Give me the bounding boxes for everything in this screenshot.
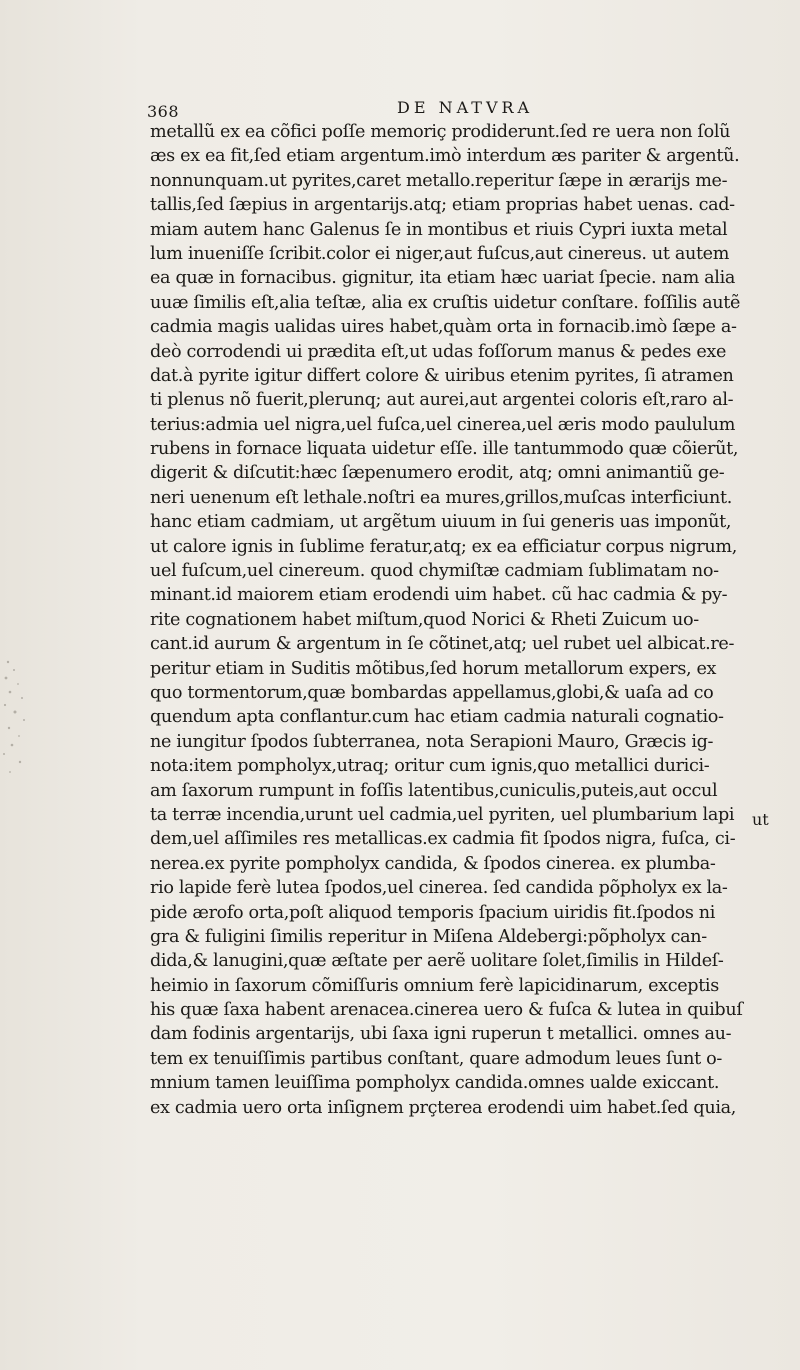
text-line: nerea.ex pyrite pompholyx candida, & ſpodos cinerea. ex plumba- — [150, 853, 716, 874]
text-line: nota:item pompholyx,utraq; oritur cum ignis,quo metallici durici- — [150, 756, 710, 777]
text-line: ta terræ incendia,urunt uel cadmia,uel pyriten, uel plumbarium lapi — [150, 804, 735, 825]
text-line: uel fuſcum,uel cinereum. quod chymiſtæ cadmiam ſublimatam no- — [150, 561, 719, 582]
text-line: gra & fuligini ſimilis reperitur in Miſena Aldebergi:põpholyx can- — [150, 926, 707, 947]
text-line: deò corrodendi ui prædita eſt,ut udas foſſorum manus & pedes exe — [150, 341, 727, 362]
text-line: lum inueniſſe ſcribit.color ei niger,aut fuſcus,aut cinereus. ut autem — [150, 243, 730, 264]
text-line: ut calore ignis in ſublime feratur,atq; ex ea efficiatur corpus nigrum, — [150, 536, 737, 557]
text-line: cadmia magis ualidas uires habet,quàm orta in fornacib.imò ſæpe a- — [150, 317, 737, 338]
text-line: dam fodinis argentarijs, ubi ſaxa igni ruperun t metallici. omnes au- — [150, 1024, 732, 1045]
text-line: ne iungitur ſpodos ſubterranea, nota Serapioni Mauro, Græcis ig- — [150, 731, 714, 752]
text-line: dida,& lanugini,quæ æſtate per aerẽ uolitare ſolet,ſimilis in Hildeſ- — [150, 951, 724, 972]
text-line: tallis,ſed ſæpius in argentarijs.atq; etiam proprias habet uenas. cad- — [150, 195, 735, 216]
text-line: nonnunquam.ut pyrites,caret metallo.reperitur ſæpe in ærarijs me- — [150, 170, 728, 191]
text-line: peritur etiam in Suditis mõtibus,ſed horum metallorum expers, ex — [150, 658, 717, 679]
text-line: rio lapide ferè lutea ſpodos,uel cinerea. ſed candida põpholyx ex la- — [150, 878, 728, 899]
text-line: cant.id aurum & argentum in ſe cõtinet,atq; uel rubet uel albicat.re- — [150, 634, 735, 655]
text-line: mnium tamen leuiſſima pompholyx candida.omnes ualde exiccant. — [150, 1073, 720, 1094]
running-head: DE NATVRA — [397, 98, 534, 117]
catchword: ut — [752, 810, 769, 829]
text-line: tem ex tenuiſſimis partibus conſtant, quare admodum leues ſunt o- — [150, 1048, 722, 1069]
text-line: æs ex ea fit,ſed etiam argentum.imò interdum æs pariter & argentũ. — [150, 146, 740, 167]
text-line: hanc etiam cadmiam, ut argẽtum uiuum in ſui generis uas imponũt, — [150, 512, 732, 533]
text-line: uuæ ſimilis eſt,alia teſtæ, alia ex cruſtis uidetur conſtare. foſſilis autẽ — [150, 292, 741, 313]
body-text — [150, 120, 790, 1120]
text-line: terius:admia uel nigra,uel fuſca,uel cinerea,uel æris modo paululum — [150, 414, 736, 435]
margin-stain — [0, 650, 30, 800]
text-line: quendum apta conflantur.cum hac etiam cadmia naturali cognatio- — [150, 707, 724, 728]
text-line: digerit & diſcutit:hæc ſæpenumero erodit, atq; omni animantiũ ge- — [150, 463, 725, 484]
text-line: quo tormentorum,quæ bombardas appellamus,globi,& uaſa ad co — [150, 682, 714, 703]
page-number: 368 — [147, 102, 180, 121]
text-line: minant.id maiorem etiam erodendi uim habet. cũ hac cadmia & py- — [150, 585, 728, 606]
text-line: neri uenenum eſt lethale.noſtri ea mures,grillos,muſcas interficiunt. — [150, 487, 732, 508]
text-line: pide ærofo orta,poſt aliquod temporis ſpacium uiridis fit.ſpodos ni — [150, 902, 716, 923]
text-line: heimio in ſaxorum cõmiſſuris omnium ferè lapicidinarum, exceptis — [150, 975, 719, 996]
text-line: ea quæ in fornacibus. gignitur, ita etiam hæc uariat ſpecie. nam alia — [150, 268, 735, 289]
text-line: rite cognationem habet miſtum,quod Norici & Rheti Zuicum uo- — [150, 609, 699, 630]
text-line: am ſaxorum rumpunt in foſſis latentibus,cuniculis,puteis,aut occul — [150, 780, 718, 801]
text-line: metallũ ex ea cõfici poſſe memoriç prodiderunt.ſed re uera non ſolũ — [150, 122, 731, 142]
text-line: ex cadmia uero orta inſignem prçterea erodendi uim habet.ſed quia, — [150, 1097, 736, 1118]
text-line: dat.à pyrite igitur differt colore & uiribus etenim pyrites, ſi atramen — [150, 365, 734, 386]
text-line: ti plenus nõ fuerit,plerunq; aut aurei,aut argentei coloris eſt,raro al- — [150, 390, 734, 411]
text-line: miam autem hanc Galenus ſe in montibus et riuis Cypri iuxta metal — [150, 219, 728, 240]
text-line: his quæ ſaxa habent arenacea.cinerea uero & fuſca & lutea in quibuſ — [150, 1000, 743, 1021]
text-line: rubens in fornace liquata uidetur eſſe. ille tantummodo quæ cõierũt, — [150, 439, 739, 460]
text-line: dem,uel aſſimiles res metallicas.ex cadmia fit ſpodos nigra, fuſca, ci- — [150, 829, 736, 850]
